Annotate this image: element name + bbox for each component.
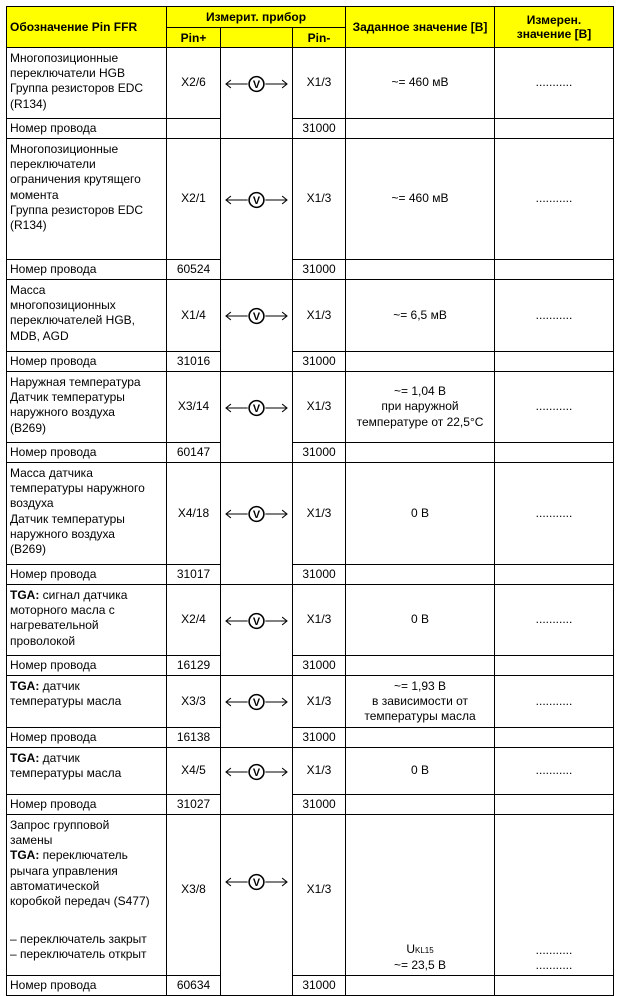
measured-value-input[interactable]	[495, 815, 614, 976]
wire-measured-blank	[495, 565, 614, 585]
supply-voltage-symbol: U	[406, 941, 415, 956]
wire-specified-blank	[346, 795, 495, 815]
desc-line: момента	[10, 187, 59, 202]
wire-specified-blank	[346, 976, 495, 996]
desc-line: температуры масла	[10, 694, 122, 709]
desc-line: Масса датчика	[10, 466, 93, 480]
desc-line: Наружная температура	[10, 375, 141, 389]
wire-label: Номер провода	[7, 565, 167, 585]
desc-line: Датчик температуры	[10, 390, 125, 405]
wire-measured-blank	[495, 795, 614, 815]
wire-measured-blank	[495, 352, 614, 372]
wire-row	[7, 352, 614, 372]
pin-plus: X2/1	[167, 139, 221, 260]
desc-line: Группа резисторов EDC	[10, 81, 144, 96]
desc-bold-prefix: TGA:	[10, 679, 40, 693]
desc-line: рычага управления	[10, 863, 118, 878]
desc-line: многопозиционных	[10, 298, 116, 313]
svg-text:V: V	[252, 508, 261, 521]
desc-line: (R134)	[10, 96, 47, 111]
wire-row	[7, 795, 614, 815]
wire-row	[7, 443, 614, 463]
meter-cell	[221, 372, 293, 463]
desc-line: (R134)	[10, 218, 47, 233]
measured-value-input[interactable]: ...........	[495, 48, 614, 119]
desc-line: MDB, AGD	[10, 328, 69, 343]
specified-line: 0 В	[411, 505, 430, 520]
pin-plus: X3/14	[167, 372, 221, 443]
specified-line: температуры масла	[364, 709, 476, 724]
pin-description	[7, 372, 167, 443]
pin-description	[7, 463, 167, 565]
wire-specified-blank	[346, 656, 495, 676]
specified-line: ~= 460 мВ	[391, 191, 449, 206]
voltmeter-icon	[224, 505, 289, 523]
measured-value-input[interactable]: ...........	[495, 676, 614, 728]
meter-cell	[221, 139, 293, 280]
wire-plus: 60524	[167, 260, 221, 280]
desc-bold-prefix: TGA:	[10, 588, 40, 602]
desc-line: автоматической	[10, 878, 100, 893]
wire-minus: 31000	[293, 565, 346, 585]
desc-line: наружного воздуха	[10, 526, 115, 541]
pin-description	[7, 139, 167, 260]
wire-row	[7, 656, 614, 676]
desc-line: температуры наружного	[10, 481, 145, 496]
measurement-row	[7, 463, 614, 565]
measurement-table-container	[6, 6, 613, 996]
header-measured-value: Измерен. значение [В]	[495, 7, 614, 48]
desc-line: проволокой	[10, 633, 76, 648]
wire-plus: 31017	[167, 565, 221, 585]
header-specified-value: Заданное значение [В]	[346, 7, 495, 48]
wire-minus: 31000	[293, 119, 346, 139]
voltmeter-icon	[224, 873, 289, 891]
wire-measured-blank	[495, 656, 614, 676]
specified-line: ~= 460 мВ	[391, 75, 449, 90]
specified-value	[346, 139, 495, 260]
wire-plus: 16129	[167, 656, 221, 676]
desc-line: температуры масла	[10, 766, 122, 781]
desc-line: переключатели	[10, 157, 96, 172]
desc-line: ограничения крутящего	[10, 172, 141, 187]
wire-row	[7, 260, 614, 280]
desc-line: нагревательной	[10, 618, 99, 633]
desc-line: переключатели HGB	[10, 66, 125, 81]
measurement-row	[7, 139, 614, 260]
wire-plus: 60147	[167, 443, 221, 463]
measurement-table	[6, 6, 614, 996]
desc-line: воздуха	[10, 496, 54, 511]
meter-cell	[221, 280, 293, 372]
measured-value-input[interactable]: ...........	[495, 585, 614, 656]
desc-line: наружного воздуха	[10, 405, 115, 420]
meter-cell	[221, 748, 293, 815]
pin-description	[7, 48, 167, 119]
pin-minus: X1/3	[293, 48, 346, 119]
desc-line: Датчик температуры	[10, 511, 125, 526]
voltmeter-icon	[224, 307, 289, 325]
wire-label: Номер провода	[7, 795, 167, 815]
wire-minus: 31000	[293, 656, 346, 676]
measured-value-input[interactable]: ...........	[495, 748, 614, 795]
meter-cell	[221, 585, 293, 676]
wire-specified-blank	[346, 119, 495, 139]
svg-text:V: V	[252, 78, 261, 91]
desc-bold-prefix: TGA:	[10, 751, 40, 765]
measurement-row	[7, 585, 614, 656]
desc-line: Многопозиционные	[10, 142, 119, 156]
measured-closed[interactable]: ...........	[535, 942, 573, 957]
specified-value	[346, 48, 495, 119]
meter-cell	[221, 48, 293, 139]
pin-minus: X1/3	[293, 585, 346, 656]
specified-line: ~= 1,04 В	[393, 384, 447, 399]
pin-minus: X1/3	[293, 280, 346, 352]
svg-text:V: V	[252, 402, 261, 415]
meter-cell	[221, 676, 293, 748]
wire-plus	[167, 119, 221, 139]
desc-line: Запрос групповой	[10, 818, 110, 832]
switch-state-open: – переключатель открыт	[10, 947, 147, 962]
specified-line: температуре от 22,5°C	[356, 414, 484, 429]
wire-label: Номер провода	[7, 352, 167, 372]
voltmeter-icon	[224, 763, 289, 781]
desc-bold-prefix: TGA:	[10, 848, 40, 863]
wire-specified-blank	[346, 443, 495, 463]
measurement-row	[7, 280, 614, 352]
desc-line: датчик	[39, 751, 80, 765]
specified-value	[346, 280, 495, 352]
header-instrument: Измерит. прибор	[167, 7, 346, 28]
voltmeter-icon	[224, 693, 289, 711]
pin-description	[7, 676, 167, 728]
desc-line: Группа резисторов EDC	[10, 202, 144, 217]
wire-measured-blank	[495, 119, 614, 139]
specified-line: ~= 1,93 В	[393, 678, 447, 693]
pin-plus: X4/5	[167, 748, 221, 795]
wire-row	[7, 976, 614, 996]
wire-measured-blank	[495, 443, 614, 463]
measured-value-input[interactable]: ...........	[495, 139, 614, 260]
measurement-row	[7, 676, 614, 728]
wire-measured-blank	[495, 976, 614, 996]
pin-plus: X2/6	[167, 48, 221, 119]
specified-value	[346, 676, 495, 728]
svg-text:V: V	[252, 194, 261, 207]
switch-state-closed: – переключатель закрыт	[10, 932, 147, 947]
voltmeter-icon	[224, 75, 289, 93]
voltmeter-icon	[224, 191, 289, 209]
pin-minus: X1/3	[293, 372, 346, 443]
pin-description	[7, 585, 167, 656]
wire-label: Номер провода	[7, 260, 167, 280]
wire-label: Номер провода	[7, 656, 167, 676]
wire-label: Номер провода	[7, 976, 167, 996]
voltmeter-icon	[224, 612, 289, 630]
wire-minus: 31000	[293, 443, 346, 463]
svg-text:V: V	[252, 876, 261, 889]
svg-text:V: V	[252, 310, 261, 323]
desc-line: Многопозиционные	[10, 51, 119, 65]
measured-value-input[interactable]: ...........	[495, 280, 614, 352]
pin-plus: X2/4	[167, 585, 221, 656]
header-description: Обозначение Pin FFR	[7, 7, 167, 48]
svg-text:V: V	[252, 766, 261, 779]
header-pin-plus: Pin+	[167, 28, 221, 48]
wire-plus: 16138	[167, 728, 221, 748]
desc-line: датчик	[39, 679, 80, 693]
wire-measured-blank	[495, 260, 614, 280]
specified-line: 0 В	[411, 612, 430, 627]
measurement-row	[7, 48, 614, 119]
pin-plus: X3/8	[167, 815, 221, 976]
wire-minus: 31000	[293, 976, 346, 996]
measurement-row-switch	[7, 815, 614, 976]
wire-label: Номер провода	[7, 728, 167, 748]
header-pin-minus: Pin-	[293, 28, 346, 48]
voltmeter-icon	[224, 399, 289, 417]
measured-value-input[interactable]: ...........	[495, 372, 614, 443]
meter-cell	[221, 815, 293, 996]
desc-line: переключатель	[39, 848, 128, 863]
pin-plus: X1/4	[167, 280, 221, 352]
desc-line: сигнал датчика	[39, 588, 128, 602]
specified-line: ~= 6,5 мВ	[393, 307, 447, 322]
specified-value	[346, 463, 495, 565]
specified-line: в зависимости от	[372, 693, 469, 708]
wire-specified-blank	[346, 260, 495, 280]
wire-specified-blank	[346, 565, 495, 585]
measurement-row	[7, 748, 614, 795]
wire-minus: 31000	[293, 795, 346, 815]
desc-line: (B269)	[10, 420, 47, 435]
wire-measured-blank	[495, 728, 614, 748]
wire-specified-blank	[346, 728, 495, 748]
desc-line: (B269)	[10, 542, 47, 557]
meter-cell	[221, 463, 293, 585]
pin-minus: X1/3	[293, 463, 346, 565]
wire-label: Номер провода	[7, 119, 167, 139]
specified-value	[346, 748, 495, 795]
wire-plus: 31016	[167, 352, 221, 372]
pin-minus: X1/3	[293, 139, 346, 260]
measured-value-input[interactable]: ...........	[495, 463, 614, 565]
pin-description	[7, 815, 167, 976]
wire-plus: 31027	[167, 795, 221, 815]
desc-line: замены	[10, 833, 53, 848]
wire-row	[7, 119, 614, 139]
pin-minus: X1/3	[293, 748, 346, 795]
specified-line: при наружной	[381, 399, 459, 414]
desc-line: Масса	[10, 283, 46, 297]
specified-line: ~= 23,5 В	[393, 957, 447, 972]
pin-plus: X4/18	[167, 463, 221, 565]
svg-text:V: V	[252, 615, 261, 628]
wire-minus: 31000	[293, 260, 346, 280]
svg-text:V: V	[252, 696, 261, 709]
wire-minus: 31000	[293, 352, 346, 372]
measured-open[interactable]: ...........	[535, 957, 573, 972]
desc-line: переключателей HGB,	[10, 313, 135, 328]
desc-line: моторного масла с	[10, 603, 115, 618]
pin-minus: X1/3	[293, 676, 346, 728]
measurement-row	[7, 372, 614, 443]
wire-row	[7, 565, 614, 585]
header-meter-blank	[221, 28, 293, 48]
specified-value	[346, 815, 495, 976]
wire-specified-blank	[346, 352, 495, 372]
wire-plus: 60634	[167, 976, 221, 996]
wire-minus: 31000	[293, 728, 346, 748]
pin-description	[7, 748, 167, 795]
pin-description	[7, 280, 167, 352]
desc-line: коробкой передач (S477)	[10, 894, 150, 909]
pin-minus: X1/3	[293, 815, 346, 976]
supply-voltage-subscript: KL15	[415, 945, 434, 955]
specified-value	[346, 372, 495, 443]
wire-label: Номер провода	[7, 443, 167, 463]
specified-value	[346, 585, 495, 656]
specified-line: 0 В	[411, 763, 430, 778]
pin-plus: X3/3	[167, 676, 221, 728]
wire-row	[7, 728, 614, 748]
